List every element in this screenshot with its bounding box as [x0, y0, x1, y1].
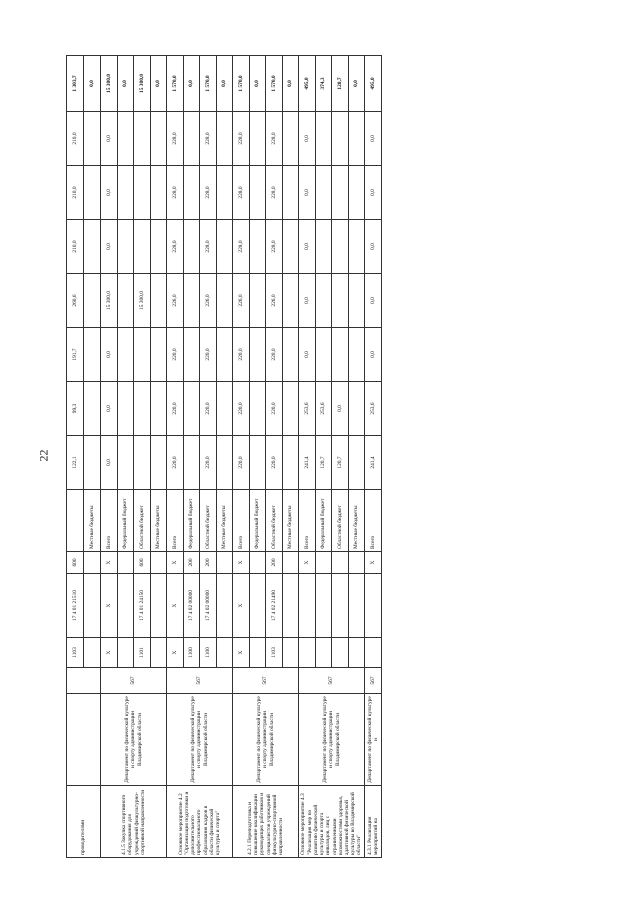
rotated-page	[66, 58, 634, 858]
csr-cell	[117, 574, 134, 638]
year-value-cell: 253,6	[315, 382, 332, 436]
csr-cell: 17 4 02 21490	[266, 574, 283, 638]
year-value-cell	[216, 274, 233, 328]
year-value-cell	[117, 436, 134, 490]
funding-source-cell: Местные бюджеты	[150, 490, 167, 552]
total-value-cell: 495,0	[365, 56, 382, 112]
total-value-cell: 495,0	[299, 56, 316, 112]
total-value-cell: 0,0	[282, 56, 299, 112]
year-value-cell: 0,0	[365, 166, 382, 220]
year-value-cell	[315, 166, 332, 220]
year-value-cell: 120,7	[332, 436, 349, 490]
year-value-cell	[150, 274, 167, 328]
year-value-cell: 220,0	[167, 436, 184, 490]
vr-cell	[315, 552, 332, 574]
year-value-cell	[348, 112, 365, 166]
year-value-cell: 226,0	[233, 274, 250, 328]
year-value-cell	[282, 112, 299, 166]
year-value-cell	[117, 166, 134, 220]
header-source-cell	[67, 490, 84, 552]
csr-cell	[150, 574, 167, 638]
year-value-cell	[249, 166, 266, 220]
vr-cell: X	[101, 552, 118, 574]
vr-cell: 200	[183, 552, 200, 574]
csr-cell	[299, 574, 316, 638]
grbs-cell: 567	[299, 668, 365, 694]
header-value-cell: 260,6	[67, 274, 84, 328]
year-value-cell: 220,0	[200, 436, 217, 490]
year-value-cell: 220,0	[233, 436, 250, 490]
grbs-cell: 567	[167, 668, 233, 694]
rz-cell	[117, 638, 134, 668]
funding-source-cell: Местные бюджеты	[348, 490, 365, 552]
funding-source-cell: Всего	[167, 490, 184, 552]
year-value-cell	[216, 220, 233, 274]
vr-cell	[117, 552, 134, 574]
year-value-cell	[348, 328, 365, 382]
year-value-cell: 228,0	[200, 112, 217, 166]
total-value-cell: 0,0	[216, 56, 233, 112]
budget-table	[66, 55, 382, 858]
year-value-cell	[183, 220, 200, 274]
year-value-cell	[348, 382, 365, 436]
funding-source-cell: Местные бюджеты	[216, 490, 233, 552]
rz-cell: 1103	[266, 638, 283, 668]
year-value-cell	[348, 166, 365, 220]
year-value-cell	[117, 112, 134, 166]
executor-cell: Департамент по физической культуре и	[365, 694, 382, 786]
year-value-cell: 228,0	[266, 220, 283, 274]
year-value-cell: 228,0	[266, 166, 283, 220]
csr-cell	[315, 574, 332, 638]
year-value-cell	[249, 112, 266, 166]
year-value-cell	[183, 382, 200, 436]
vr-cell: X	[299, 552, 316, 574]
year-value-cell: 253,6	[299, 382, 316, 436]
year-value-cell: 241,4	[299, 436, 316, 490]
year-value-cell	[150, 436, 167, 490]
csr-cell: 17 4 01 24150	[134, 574, 151, 638]
grbs-cell: 567	[233, 668, 299, 694]
year-value-cell	[332, 166, 349, 220]
year-value-cell	[249, 436, 266, 490]
page-number: 22	[36, 449, 51, 462]
funding-source-cell: Федеральный бюджет	[117, 490, 134, 552]
year-value-cell	[348, 274, 365, 328]
funding-source-cell: Местные бюджеты	[282, 490, 299, 552]
year-value-cell: 0,0	[101, 382, 118, 436]
year-value-cell: 0,0	[299, 220, 316, 274]
year-value-cell: 0,0	[101, 436, 118, 490]
header-value-cell: 99,3	[67, 382, 84, 436]
header-value-cell: 122,1	[67, 436, 84, 490]
year-value-cell	[348, 220, 365, 274]
year-value-cell: 0,0	[365, 274, 382, 328]
year-value-cell: 228,0	[167, 166, 184, 220]
year-value-cell: 228,0	[167, 220, 184, 274]
year-value-cell	[249, 220, 266, 274]
funding-source-cell: Федеральный бюджет	[315, 490, 332, 552]
year-value-cell: 0,0	[299, 274, 316, 328]
year-value-cell: 220,0	[233, 328, 250, 382]
header-local-source: Местные бюджеты	[84, 490, 101, 552]
year-value-cell: 220,0	[167, 382, 184, 436]
year-value-cell: 0,0	[332, 382, 349, 436]
year-value-cell: 241,4	[365, 436, 382, 490]
csr-cell	[348, 574, 365, 638]
rz-cell: X	[167, 638, 184, 668]
year-value-cell: 15 300,0	[101, 274, 118, 328]
total-value-cell: 15 300,0	[134, 56, 151, 112]
header-csr-cell: 17 4 01 21510	[67, 574, 84, 638]
year-value-cell	[183, 328, 200, 382]
header-executor-cell	[67, 694, 101, 786]
year-value-cell	[282, 166, 299, 220]
funding-source-cell: Всего	[101, 490, 118, 552]
year-value-cell: 220,0	[266, 328, 283, 382]
year-value-cell: 0,0	[101, 328, 118, 382]
rz-cell	[282, 638, 299, 668]
grbs-cell: 567	[101, 668, 167, 694]
csr-cell	[249, 574, 266, 638]
total-value-cell: 15 300,0	[101, 56, 118, 112]
year-value-cell	[117, 328, 134, 382]
year-value-cell: 0,0	[365, 220, 382, 274]
year-value-cell	[282, 220, 299, 274]
year-value-cell	[249, 274, 266, 328]
year-value-cell: 0,0	[101, 112, 118, 166]
year-value-cell: 228,0	[167, 112, 184, 166]
year-value-cell	[315, 328, 332, 382]
year-value-cell	[150, 328, 167, 382]
year-value-cell: 0,0	[299, 112, 316, 166]
year-value-cell	[216, 112, 233, 166]
year-value-cell: 228,0	[233, 112, 250, 166]
header-value-cell: 210,0	[67, 166, 84, 220]
year-value-cell	[315, 112, 332, 166]
total-value-cell: 0,0	[249, 56, 266, 112]
csr-cell: 17 4 02 00000	[183, 574, 200, 638]
header-value-cell: 210,0	[67, 220, 84, 274]
year-value-cell: 0,0	[101, 166, 118, 220]
total-value-cell: 120,7	[332, 56, 349, 112]
year-value-cell	[282, 328, 299, 382]
header-value-cell: 191,7	[67, 328, 84, 382]
year-value-cell: 0,0	[101, 220, 118, 274]
header-vr-cell: 600	[67, 552, 84, 574]
year-value-cell: 120,7	[315, 436, 332, 490]
activity-name-cell: 4.3.1 Реализация мероприятий на	[365, 786, 382, 858]
year-value-cell: 220,0	[200, 328, 217, 382]
year-value-cell: 228,0	[233, 220, 250, 274]
vr-cell	[348, 552, 365, 574]
year-value-cell	[348, 436, 365, 490]
header-value-cell: 210,0	[67, 112, 84, 166]
table-row	[365, 56, 382, 858]
total-value-cell: 0,0	[183, 56, 200, 112]
total-value-cell: 0,0	[117, 56, 134, 112]
funding-source-cell: Всего	[365, 490, 382, 552]
year-value-cell	[183, 166, 200, 220]
header-local-rz	[84, 638, 101, 668]
year-value-cell	[183, 274, 200, 328]
year-value-cell: 220,0	[233, 382, 250, 436]
header-name-cell: проводителями	[67, 786, 101, 858]
vr-cell: X	[365, 552, 382, 574]
vr-cell: 200	[266, 552, 283, 574]
total-value-cell: 0,0	[348, 56, 365, 112]
table-row	[299, 56, 316, 858]
year-value-cell	[134, 436, 151, 490]
funding-source-cell: Областной бюджет	[200, 490, 217, 552]
csr-cell: X	[233, 574, 250, 638]
year-value-cell: 0,0	[299, 328, 316, 382]
year-value-cell: 226,0	[167, 274, 184, 328]
year-value-cell	[150, 166, 167, 220]
year-value-cell	[117, 220, 134, 274]
table-row	[233, 56, 250, 858]
year-value-cell	[282, 436, 299, 490]
total-value-cell: 0,0	[150, 56, 167, 112]
total-value-cell: 374,3	[315, 56, 332, 112]
csr-cell	[216, 574, 233, 638]
rz-cell	[332, 638, 349, 668]
activity-name-cell: 4.1.5 Закупка спортивного оборудования для учреждений физкультурно-спортивной направленности	[101, 786, 167, 858]
year-value-cell	[249, 382, 266, 436]
rz-cell: 1100	[200, 638, 217, 668]
year-value-cell	[216, 328, 233, 382]
year-value-cell	[183, 436, 200, 490]
rz-cell	[150, 638, 167, 668]
rz-cell: 1100	[183, 638, 200, 668]
year-value-cell: 226,0	[266, 274, 283, 328]
rz-cell: X	[101, 638, 118, 668]
executor-cell: Департамент по физической культуре и спорту администрации Владимирской области	[167, 694, 233, 786]
table-row	[101, 56, 118, 858]
vr-cell: 600	[134, 552, 151, 574]
total-value-cell: 1 570,0	[233, 56, 250, 112]
csr-cell: X	[167, 574, 184, 638]
year-value-cell	[332, 220, 349, 274]
year-value-cell: 220,0	[200, 382, 217, 436]
csr-cell: 17 4 02 00000	[200, 574, 217, 638]
year-value-cell	[150, 112, 167, 166]
funding-source-cell: Федеральный бюджет	[183, 490, 200, 552]
year-value-cell: 226,0	[200, 274, 217, 328]
funding-source-cell: Всего	[299, 490, 316, 552]
year-value-cell: 0,0	[365, 112, 382, 166]
vr-cell	[249, 552, 266, 574]
year-value-cell	[134, 112, 151, 166]
csr-cell	[365, 574, 382, 638]
year-value-cell	[315, 274, 332, 328]
year-value-cell	[216, 436, 233, 490]
year-value-cell: 228,0	[266, 112, 283, 166]
year-value-cell: 15 300,0	[134, 274, 151, 328]
year-value-cell	[150, 382, 167, 436]
rz-cell	[216, 638, 233, 668]
funding-source-cell: Областной бюджет	[134, 490, 151, 552]
year-value-cell	[150, 220, 167, 274]
total-value-cell: 1 570,0	[200, 56, 217, 112]
year-value-cell	[332, 274, 349, 328]
funding-source-cell: Областной бюджет	[332, 490, 349, 552]
year-value-cell	[332, 328, 349, 382]
year-value-cell: 0,0	[365, 328, 382, 382]
activity-name-cell: Основное мероприятие 4.3 "Реализация мер по развитию физической культуры и спорта инвалидов, лиц с ограниченными возможностями здоровья, адаптивной физической культуры во Владимирской области"	[299, 786, 365, 858]
table-row	[167, 56, 184, 858]
header-local-value	[84, 112, 101, 166]
funding-source-cell: Областной бюджет	[266, 490, 283, 552]
year-value-cell: 253,6	[365, 382, 382, 436]
year-value-cell	[332, 112, 349, 166]
header-local-value	[84, 166, 101, 220]
rz-cell	[348, 638, 365, 668]
rz-cell	[315, 638, 332, 668]
header-total-cell: 1 303,7	[67, 56, 84, 112]
executor-cell: Департамент по физической культуре и спорту администрации Владимирской области	[233, 694, 299, 786]
total-value-cell: 1 570,0	[266, 56, 283, 112]
header-local-csr	[84, 574, 101, 638]
vr-cell: X	[233, 552, 250, 574]
year-value-cell	[249, 328, 266, 382]
year-value-cell: 228,0	[200, 220, 217, 274]
funding-source-cell: Федеральный бюджет	[249, 490, 266, 552]
header-rz-cell: 1103	[67, 638, 84, 668]
year-value-cell: 220,0	[167, 328, 184, 382]
year-value-cell	[216, 382, 233, 436]
header-grbs-cell	[67, 668, 101, 694]
year-value-cell: 228,0	[200, 166, 217, 220]
year-value-cell	[134, 328, 151, 382]
csr-cell: X	[101, 574, 118, 638]
vr-cell: X	[167, 552, 184, 574]
header-local-value	[84, 382, 101, 436]
vr-cell: 200	[200, 552, 217, 574]
header-local-value	[84, 274, 101, 328]
year-value-cell	[134, 166, 151, 220]
vr-cell	[216, 552, 233, 574]
year-value-cell	[183, 112, 200, 166]
vr-cell	[332, 552, 349, 574]
executor-cell: Департамент по физической культуре и спорту администрации Владимирской области	[299, 694, 365, 786]
total-value-cell: 1 570,0	[167, 56, 184, 112]
year-value-cell	[134, 220, 151, 274]
vr-cell	[150, 552, 167, 574]
year-value-cell	[117, 274, 134, 328]
rz-cell	[299, 638, 316, 668]
year-value-cell	[134, 382, 151, 436]
header-local-value	[84, 436, 101, 490]
header-local-total: 0,0	[84, 56, 101, 112]
header-local-value	[84, 328, 101, 382]
year-value-cell: 220,0	[266, 436, 283, 490]
rz-cell: X	[233, 638, 250, 668]
rz-cell	[365, 638, 382, 668]
grbs-cell: 567	[365, 668, 382, 694]
activity-name-cell: 4.2.1 Переподготовка и повышение квалификации руководящих работников и специалистов учреждений физкультурно-спортивной направленности	[233, 786, 299, 858]
year-value-cell	[282, 382, 299, 436]
activity-name-cell: Основное мероприятие 4.2 "Организация подготовки и дополнительного профессионального образования кадров в области физической культуры и спорта"	[167, 786, 233, 858]
rz-cell	[249, 638, 266, 668]
header-local-vr	[84, 552, 101, 574]
year-value-cell	[315, 220, 332, 274]
year-value-cell	[216, 166, 233, 220]
year-value-cell	[117, 382, 134, 436]
year-value-cell: 220,0	[266, 382, 283, 436]
rz-cell: 1101	[134, 638, 151, 668]
year-value-cell: 228,0	[233, 166, 250, 220]
executor-cell: Департамент по физической культуре и спорту администрации Владимирской области	[101, 694, 167, 786]
funding-source-cell: Всего	[233, 490, 250, 552]
year-value-cell: 0,0	[299, 166, 316, 220]
header-row	[67, 56, 84, 858]
header-local-value	[84, 220, 101, 274]
csr-cell	[332, 574, 349, 638]
year-value-cell	[282, 274, 299, 328]
csr-cell	[282, 574, 299, 638]
vr-cell	[282, 552, 299, 574]
